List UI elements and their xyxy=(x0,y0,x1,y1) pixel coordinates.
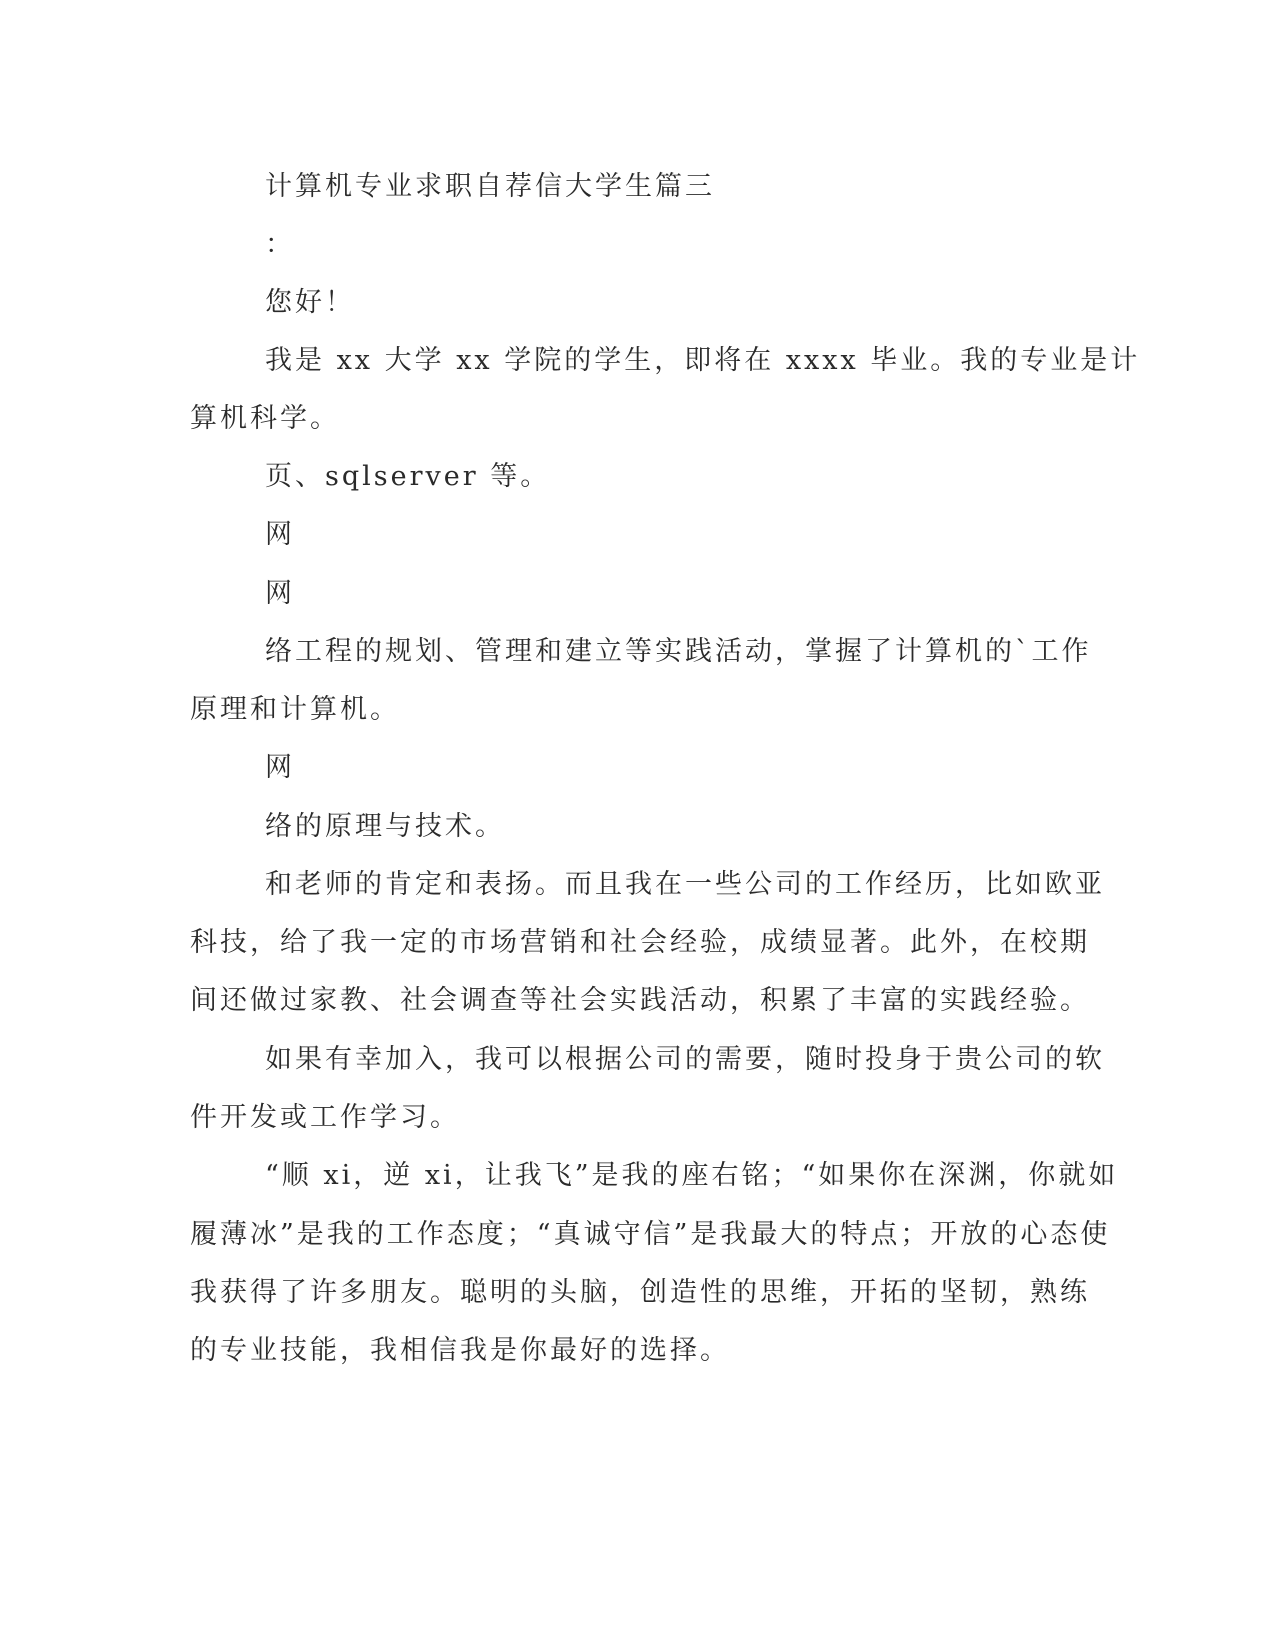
paragraph-line: 如果有幸加入，我可以根据公司的需要，随时投身于贵公司的软 xyxy=(265,1044,1105,1075)
paragraph-line: 网 xyxy=(265,519,295,550)
paragraph-line: 络工程的规划、管理和建立等实践活动，掌握了计算机的`工作 xyxy=(265,636,1092,667)
paragraph-line: 网 xyxy=(265,752,295,783)
paragraph-line: 络的原理与技术。 xyxy=(265,811,505,842)
paragraph-line: 履薄冰”是我的工作态度；“真诚守信”是我最大的特点；开放的心态使 xyxy=(190,1219,1111,1250)
paragraph-line: “顺 xi，逆 xi，让我飞”是我的座右铭；“如果你在深渊，你就如 xyxy=(265,1160,1119,1191)
paragraph-line: 的专业技能，我相信我是你最好的选择。 xyxy=(190,1335,730,1366)
paragraph-line: 件开发或工作学习。 xyxy=(190,1102,460,1133)
salutation-colon: ： xyxy=(265,229,295,260)
paragraph-line: 科技，给了我一定的市场营销和社会经验，成绩显著。此外，在校期 xyxy=(190,927,1090,958)
paragraph-line: 我获得了许多朋友。聪明的头脑，创造性的思维，开拓的坚韧，熟练 xyxy=(190,1277,1090,1308)
paragraph-line: 网 xyxy=(265,578,295,609)
document-title: 计算机专业求职自荐信大学生篇三 xyxy=(265,171,715,202)
paragraph-line: 间还做过家教、社会调查等社会实践活动，积累了丰富的实践经验。 xyxy=(190,985,1090,1016)
paragraph-line: 我是 xx 大学 xx 学院的学生，即将在 xxxx 毕业。我的专业是计 xyxy=(265,345,1141,376)
paragraph-line: 算机科学。 xyxy=(190,403,340,434)
paragraph-line: 原理和计算机。 xyxy=(190,694,400,725)
paragraph-line: 和老师的肯定和表扬。而且我在一些公司的工作经历，比如欧亚 xyxy=(265,869,1105,900)
paragraph-line: 页、sqlserver 等。 xyxy=(265,461,551,492)
greeting: 您好！ xyxy=(265,287,355,318)
